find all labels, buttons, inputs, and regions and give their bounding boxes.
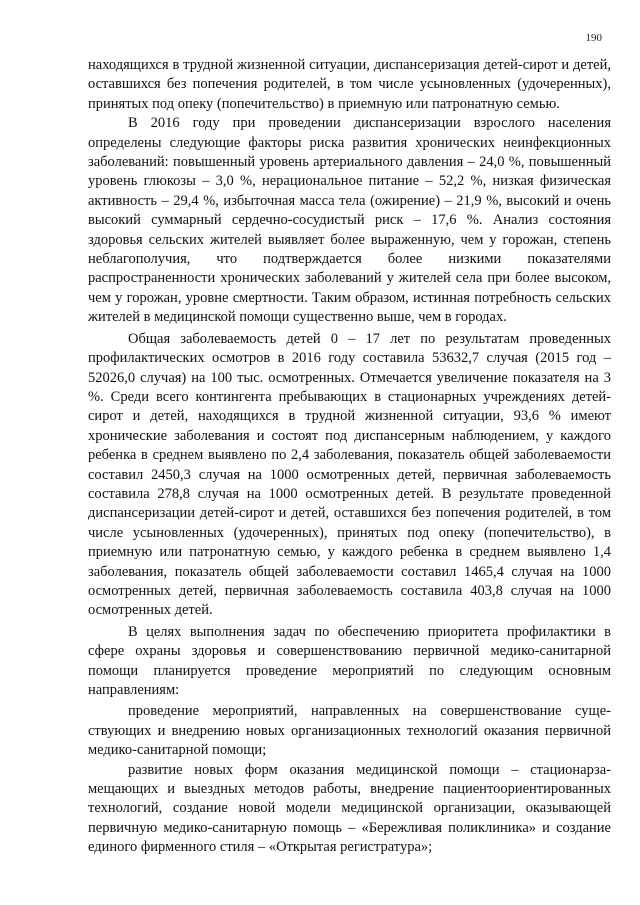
list-item-organizational-technologies: проведение мероприятий, направленных на совершенствование существующих и внедрению новых организационных технологий оказания первичной медико-санитарной помощи;: [88, 703, 611, 759]
list-item-new-care-forms: развитие новых форм оказания медицинской помощи – стационарзамещающих и выездных методов работы, внедрение пациентоориентированных технологий, создание новой модели медицинской организации, оказывающей первичную медико-санитарную помощь – «Бережливая поликлиника» и создание единого фирменного стиля – «Открытая регистратура»;: [88, 761, 611, 856]
paragraph-child-morbidity: Общая заболеваемость детей 0 – 17 лет по результатам проведенных профилактических осмотров в 2016 году составила 53632,7 случая (2015 год – 52026,0 случая) на 100 тыс. осмотренных. Отмечается увеличение показателя на 3 %. Среди всего контингента пребывающих в стационарных учреждениях детей-сирот и детей, находящихся в трудной жизненной ситуации, 93,6 % имеют хронические заболевания и состоят под диспансерным наблюдением, у каждого ребенка в среднем выявлено по 2,4 заболевания, показатель общей заболеваемости составил 2450,3 случая на 1000 осмотренных детей, первичная заболеваемость составила 278,8 случая на 1000 осмотренных детей. В результате проведенной диспансеризации детей-сирот и детей, оставшихся без попечения родителей, в том числе усыновленных (удочеренных), принятых под опеку (попечительство), в приемную или патронатную семью, у каждого ребенка в среднем выявлено 1,4 заболевания, показатель общей заболеваемости составил 1465,4 случая на 1000 осмотренных детей, первичная заболеваемость составила 403,8 случая на 1000 осмотренных детей.: [88, 330, 611, 619]
paragraph-continuation: находящихся в трудной жизненной ситуации, диспансеризация детей-сирот и детей, оставшихся без попечения родителей, в том числе усыновленных (удочеренных), принятых под опеку (попечительство) в приемную или патронатную семью.: [88, 57, 611, 112]
page-number: 190: [585, 32, 602, 44]
document-body: [88, 56, 611, 858]
paragraph-measures-intro: В целях выполнения задач по обеспечению приоритета профилактики в сфере охраны здоровья и совершенствованию первичной медико-санитарной помощи планируется проведение мероприятий по следующим основным направлениям:: [88, 623, 611, 698]
paragraph-risk-factors: В 2016 году при проведении диспансеризации взрослого населения определены следующие факторы риска развития хронических неинфекционных заболеваний: повышенный уровень артериального давления – 24,0 %, повышенный уровень глюкозы – 3,0 %, нерациональное питание – 52,2 %, низкая физическая активность – 29,4 %, избыточная масса тела (ожирение) – 21,9 %, высокий и очень высокий суммарный сердечно-сосудистый риск – 17,6 %. Анализ состояния здоровья сельских жителей выявляет более выраженную, чем у горожан, степень неблагополучия, что подтверждается более низкими показателями распространенности хронических заболеваний у жителей села при более высоком, чем у горожан, уровне смертности. Таким образом, истинная потребность сельских жителей в медицинской помощи существенно выше, чем в городах.: [88, 115, 611, 326]
